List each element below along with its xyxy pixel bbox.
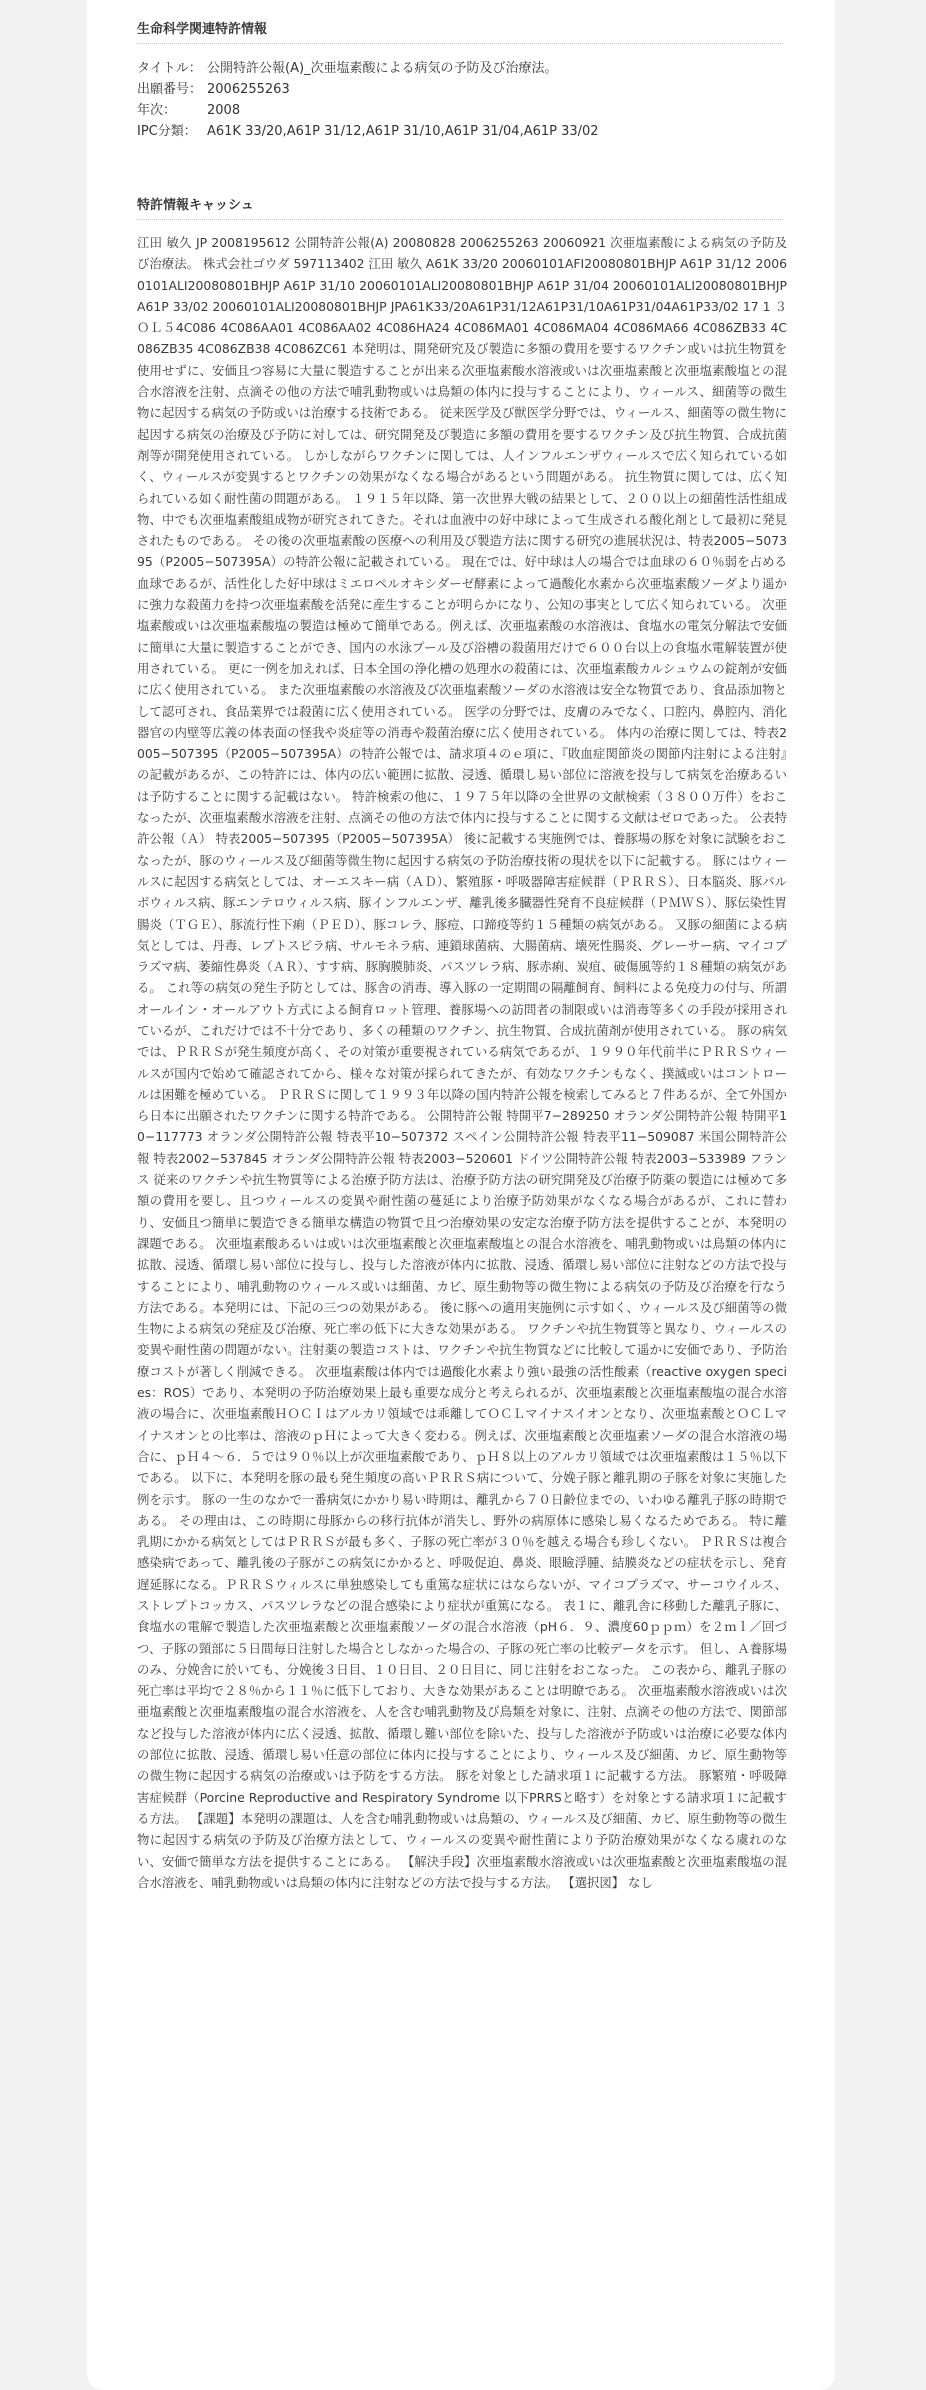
info-row-title bbox=[137, 58, 599, 79]
info-key: 年次： bbox=[137, 103, 177, 118]
patent-info-table bbox=[137, 58, 599, 142]
info-row-year bbox=[137, 100, 599, 121]
info-value-year: 2008 bbox=[207, 103, 241, 118]
info-row-ipc bbox=[137, 121, 599, 142]
info-key: タイトル： bbox=[137, 61, 202, 76]
cache-heading: 特許情報キャッシュ bbox=[137, 194, 783, 220]
section-heading: 生命科学関連特許情報 bbox=[137, 18, 783, 44]
info-key: 出願番号： bbox=[137, 82, 203, 97]
info-value-title: 公開特許公報(A)_次亜塩素酸による病気の予防及び治療法。 bbox=[207, 61, 558, 76]
info-value-ipc: A61K 33/20,A61P 31/12,A61P 31/10,A61P 31/04,A61P 33/02 bbox=[207, 124, 599, 139]
info-key: IPC分類： bbox=[137, 124, 197, 139]
cache-text: 江田 敏久 JP 2008195612 公開特許公報(A) 20080828 2006255263 20060921 次亜塩素酸による病気の予防及び治療法。 株式会社ゴウダ 597113402 江田 敏久 A61K 33/20 20060101AFI20080801BHJP A61P 31/12 20060101ALI20080801BHJP A61P 31/10 20060101ALI20080801BHJP A61P 31/04 20060101ALI20080801BHJP A61P 33/02 20060101ALI20080801BHJP JPA61K33/20A61P31/12A61P31/10A61P31/04A61P33/02 17 1 ３ＯＬ５4C086 4C086AA01 4C086AA02 4C086HA24 4C086MA01 4C086MA04 4C086MA66 4C086ZB33 4C086ZB35 4C086ZB38 4C086ZC61 本発明は、開発研究及び製造に多額の費用を要するワクチン或いは抗生物質を使用せずに、安価且つ容易に大量に製造することが出来る次亜塩素酸水溶液或いは次亜塩素酸と次亜塩素酸塩との混合水溶液を注射、点滴その他の方法で哺乳動物或いは鳥類の体内に投与することにより、ウィールス、細菌等の微生物に起因する病気の予防或いは治療する技術である。 従来医学及び獣医学分野では、ウィールス、細菌等の微生物に起因する病気の治療及び予防に対しては、研究開発及び製造に多額の費用を要するワクチン及び抗生物質、合成抗菌剤等が開発使用されている。 しかしながらワクチンに関しては、人インフルエンザウィールスで広く知られている如く、ウィールスが変異するとワクチンの効果がなくなる場合があるという問題がある。 抗生物質に関しては、広く知られている如く耐性菌の問題がある。 １９１５年以降、第一次世界大戦の結果として、２００以上の細菌性活性組成物、中でも次亜塩素酸組成物が研究されてきた。それは血液中の好中球によって生成される酸化剤として最初に発見されたものである。 その後の次亜塩素酸の医療への利用及び製造方法に関する研究の進展状況は、特表2005−507395（P2005−507395A）の特許公報に記載されている。 現在では、好中球は人の場合では血球の６０％弱を占める血球であるが、活性化した好中球はミエロペルオキシダーゼ酵素によって過酸化水素から次亜塩素酸ソーダより遥かに強力な殺菌力を持つ次亜塩素酸を活発に産生することが明らかになり、公知の事実として広く知られている。 次亜塩素酸或いは次亜塩素酸塩の製造は極めて簡単である。例えば、次亜塩素酸の水溶液は、食塩水の電気分解法で安価に簡単に大量に製造することができ、国内の水泳プール及び浴槽の殺菌用だけで６００台以上の食塩水電解装置が使用されている。 更に一例を加えれば、日本全国の浄化槽の処理水の殺菌には、次亜塩素酸カルシュウムの錠剤が安価に広く使用されている。 また次亜塩素酸の水溶液及び次亜塩素酸ソーダの水溶液は安全な物質であり、食品添加物として認可され、食品業界では殺菌に広く使用されている。 医学の分野では、皮膚のみでなく、口腔内、鼻腔内、消化器官の内壁等広義の体表面の怪我や炎症等の消毒や殺菌治療に広く使用されている。 体内の治療に関しては、特表2005−507395（P2005−507395A）の特許公報では、請求項４のｅ項に、『敗血症関節炎の関節内注射による注射』の記載があるが、この特許には、体内の広い範囲に拡散、浸透、循環し易い部位に溶液を投与して病気を治療あるいは予防することに関する記載はない。 特許検索の他に、１９７５年以降の全世界の文献検索（３８００万件）をおこなったが、次亜塩素酸水溶液を注射、点滴その他の方法で体内に投与することに関する文献はゼロであった。 公表特許公報（Ａ） 特表2005−507395（P2005−507395A） 後に記載する実施例では、養豚場の豚を対象に試験をおこなったが、豚のウィールス及び細菌等微生物に起因する病気の予防治療技術の現状を以下に記載する。 豚にはウィールスに起因する病気としては、オーエスキー病（ＡＤ）、繁殖豚・呼吸器障害症候群（ＰＲＲＳ）、日本脳炎、豚パルボウィルス病、豚エンテロウィルス病、豚インフルエンザ、離乳後多臓器性発育不良症候群（ＰＭＷＳ）、豚伝染性胃腸炎（ＴＧＥ）、豚流行性下痢（ＰＥＤ）、豚コレラ、豚痘、口蹄疫等約１５種類の病気がある。 又豚の細菌による病気としては、丹毒、レプトスピラ病、サルモネラ病、連鎖球菌病、大腸菌病、壊死性腸炎、グレーサー病、マイコプラズマ病、萎縮性鼻炎（ＡＲ）、すす病、豚胸膜肺炎、パスツレラ病、豚赤痢、炭疽、破傷風等約１８種類の病気がある。 これ等の病気の発生予防としては、豚舎の消毒、導入豚の一定期間の隔離飼育、飼料による免疫力の付与、所謂オールイン・オールアウト方式による飼育ロット管理、養豚場への訪問者の制限或いは消毒等多くの手段が採用されているが、これだけでは不十分であり、多くの種類のワクチン、抗生物質、合成抗菌剤が使用されている。 豚の病気では、ＰＲＲＳが発生頻度が高く、その対策が重要視されている病気であるが、１９９０年代前半にＰＲＲＳウィールスが国内で始めて確認されてから、様々な対策が採られてきたが、有効なワクチンもなく、撲滅或いはコントロールは困難を極めている。 ＰＲＲＳに関して１９９３年以降の国内特許公報を検索してみると７件あるが、全て外国から日本に出願されたワクチンに関する特許である。 公開特許公報 特開平7−289250 オランダ公開特許公報 特開平10−117773 オランダ公開特許公報 特表平10−507372 スペイン公開特許公報 特表平11−509087 米国公開特許公報 特表2002−537845 オランダ公開特許公報 特表2003−520601 ドイツ公開特許公報 特表2003−533989 フランス 従来のワクチンや抗生物質等による治療予防方法は、治療予防方法の研究開発及び治療予防薬の製造には極めて多額の費用を要し、且つウィールスの変異や耐性菌の蔓延により治療予防効果がなくなる場合があるが、これに替わり、安価且つ簡単に製造できる簡単な構造の物質で且つ治療効果の安定な治療予防方法を提供することが、本発明の課題である。 次亜塩素酸あるいは或いは次亜塩素酸と次亜塩素酸塩との混合水溶液を、哺乳動物或いは鳥類の体内に拡散、浸透、循環し易い部位に投与し、投与した溶液が体内に拡散、浸透、循環し易い部位に注射などの方法で投与することにより、哺乳動物のウィールス或いは細菌、カビ、原生動物等の微生物による病気の予防及び治療を行なう方法である。本発明には、下記の三つの効果がある。 後に豚への適用実施例に示す如く、ウィールス及び細菌等の微生物による病気の発症及び治療、死亡率の低下に大きな効果がある。 ワクチンや抗生物質等と異なり、ウィールスの変異や耐性菌の問題がない。注射薬の製造コストは、ワクチンや抗生物質などに比較して遥かに安価であり、予防治療コストが著しく削減できる。 次亜塩素酸は体内では過酸化水素より強い最強の活性酸素（reactive oxygen species：ROS）であり、本発明の予防治療効果上最も重要な成分と考えられるが、次亜塩素酸と次亜塩素酸塩の混合水溶液の場合に、次亜塩素酸ＨＯＣＩはアルカリ領域では乖離してＯＣＬマイナスイオンとなり、次亜塩素酸とＯＣＬマイナスオンとの比率は、溶液のｐＨによって大きく変わる。例えば、次亜塩素酸と次亜塩素ソーダの混合水溶液の場合に、ｐＨ４〜６．５では９０％以上が次亜塩素酸であり、ｐＨ８以上のアルカリ領域では次亜塩素酸は１５％以下である。 以下に、本発明を豚の最も発生頻度の高いＰＲＲＳ病について、分娩子豚と離乳期の子豚を対象に実施した例を示す。 豚の一生のなかで一番病気にかかり易い時期は、離乳から７０日齢位までの、いわゆる離乳子豚の時期である。 その理由は、この時期に母豚からの移行抗体が消失し、野外の病原体に感染し易くなるためである。 特に離乳期にかかる病気としてはＰＲＲＳが最も多く、子豚の死亡率が３０％を越える場合も珍しくない。 ＰＲＲＳは複合感染病であって、離乳後の子豚がこの病気にかかると、呼吸促迫、鼻炎、眼瞼浮腫、結膜炎などの症状を示し、発育遅延豚になる。ＰＲＲＳウィルスに単独感染しても重篤な症状にはならないが、マイコプラズマ、サーコウイルス、ストレプトコッカス、パスツレラなどの混合感染により症状が重篤になる。 表１に、離乳舎に移動した離乳子豚に、食塩水の電解で製造した次亜塩素酸と次亜塩素酸ソーダの混合水溶液（pH６．９、濃度60ｐｐｍ）を２ｍｌ／回づつ、子豚の頸部に５日間毎日注射した場合としなかった場合の、子豚の死亡率の比較データを示す。 但し、Ａ養豚場のみ、分娩舎に於いても、分娩後３日目、１０日目、２０日目に、同じ注射をおこなった。 この表から、離乳子豚の死亡率は平均で２８％から１１％に低下しており、大きな効果があることは明瞭である。 次亜塩素酸水溶液或いは次亜塩素酸と次亜塩素酸塩の混合水溶液を、人を含む哺乳動物及び鳥類を対象に、注射、点滴その他の方法で、関節部など投与した溶液が体内に広く浸透、拡散、循環し難い部位を除いた、投与した溶液が予防或いは治療に必要な体内の部位に拡散、浸透、循環し易い任意の部位に体内に投与することにより、ウィールス及び細菌、カビ、原生動物等の微生物に起因する病気の治療或いは予防をする方法。 豚を対象とした請求項１に記載する方法。 豚繁殖・呼吸障害症候群（Porcine Reproductive and Respiratory Syndrome 以下PRRSと略す）を対象とする請求項１に記載する方法。 【課題】本発明の課題は、人を含む哺乳動物或いは鳥類の、ウィールス及び細菌、カビ、原生動物等の微生物に起因する病気の予防及び治療方法として、ウィールスの変異や耐性菌により予防治療効果がなくなる虞れのない、安価で簡単な方法を提供することにある。 【解決手段】次亜塩素酸水溶液或いは次亜塩素酸と次亜塩素酸塩の混合水溶液を、哺乳動物或いは鳥類の体内に注射などの方法で投与する方法。 【選択図】 なし bbox=[137, 235, 788, 1890]
info-row-application-number bbox=[137, 79, 599, 100]
content-card bbox=[87, 0, 835, 2390]
info-value-application-number: 2006255263 bbox=[207, 82, 290, 97]
